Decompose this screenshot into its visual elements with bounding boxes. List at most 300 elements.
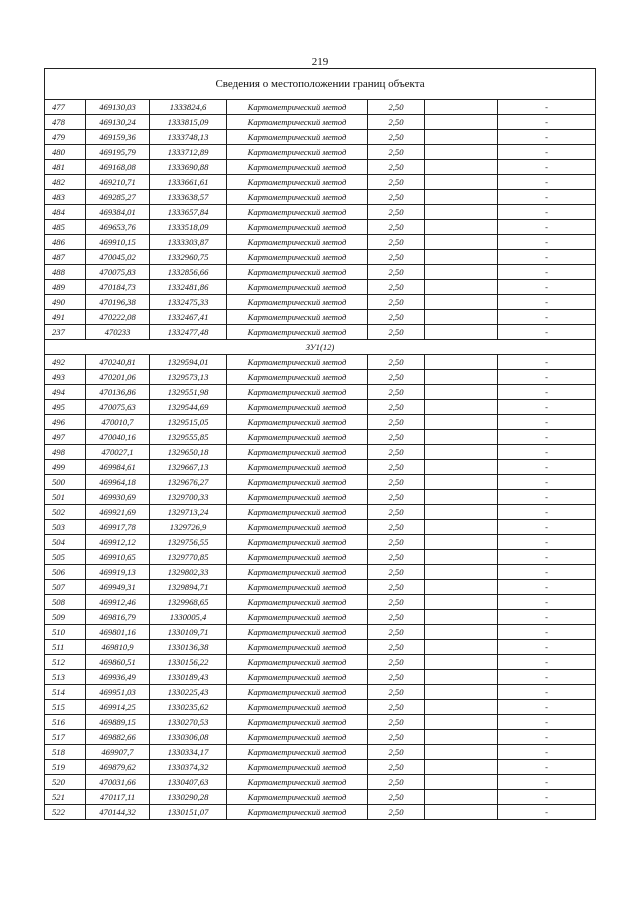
empty-cell: [425, 640, 498, 655]
y-coordinate-cell: 1333690,88: [150, 160, 227, 175]
point-number-cell: 505: [45, 550, 86, 565]
empty-cell: [425, 190, 498, 205]
accuracy-cell: 2,50: [368, 640, 425, 655]
y-coordinate-cell: 1329515,05: [150, 415, 227, 430]
x-coordinate-cell: 469921,69: [86, 505, 150, 520]
point-number-cell: 498: [45, 445, 86, 460]
method-cell: Картометрический метод: [227, 325, 368, 340]
y-coordinate-cell: 1330136,38: [150, 640, 227, 655]
accuracy-cell: 2,50: [368, 325, 425, 340]
accuracy-cell: 2,50: [368, 145, 425, 160]
note-cell: -: [498, 325, 596, 340]
accuracy-cell: 2,50: [368, 775, 425, 790]
empty-cell: [425, 625, 498, 640]
accuracy-cell: 2,50: [368, 475, 425, 490]
table-row: [45, 430, 596, 445]
point-number-cell: 495: [45, 400, 86, 415]
note-cell: -: [498, 235, 596, 250]
method-cell: Картометрический метод: [227, 295, 368, 310]
table-row: [45, 730, 596, 745]
empty-cell: [425, 430, 498, 445]
empty-cell: [425, 745, 498, 760]
empty-cell: [425, 415, 498, 430]
note-cell: -: [498, 205, 596, 220]
method-cell: Картометрический метод: [227, 535, 368, 550]
x-coordinate-cell: 469159,36: [86, 130, 150, 145]
y-coordinate-cell: 1329667,13: [150, 460, 227, 475]
note-cell: -: [498, 370, 596, 385]
accuracy-cell: 2,50: [368, 685, 425, 700]
table-row: [45, 160, 596, 175]
note-cell: -: [498, 190, 596, 205]
table-row: [45, 115, 596, 130]
x-coordinate-cell: 469917,78: [86, 520, 150, 535]
table-row: [45, 370, 596, 385]
note-cell: -: [498, 715, 596, 730]
table-row: [45, 130, 596, 145]
accuracy-cell: 2,50: [368, 160, 425, 175]
y-coordinate-cell: 1332481,86: [150, 280, 227, 295]
method-cell: Картометрический метод: [227, 670, 368, 685]
note-cell: -: [498, 745, 596, 760]
accuracy-cell: 2,50: [368, 295, 425, 310]
table-row: [45, 445, 596, 460]
note-cell: -: [498, 535, 596, 550]
method-cell: Картометрический метод: [227, 700, 368, 715]
empty-cell: [425, 130, 498, 145]
y-coordinate-cell: 1329676,27: [150, 475, 227, 490]
method-cell: Картометрический метод: [227, 355, 368, 370]
method-cell: Картометрический метод: [227, 130, 368, 145]
y-coordinate-cell: 1333657,84: [150, 205, 227, 220]
x-coordinate-cell: 469930,69: [86, 490, 150, 505]
accuracy-cell: 2,50: [368, 790, 425, 805]
note-cell: -: [498, 595, 596, 610]
accuracy-cell: 2,50: [368, 565, 425, 580]
method-cell: Картометрический метод: [227, 115, 368, 130]
point-number-cell: 482: [45, 175, 86, 190]
accuracy-cell: 2,50: [368, 760, 425, 775]
coordinates-sheet: [44, 68, 595, 820]
empty-cell: [425, 250, 498, 265]
table-row: [45, 460, 596, 475]
note-cell: -: [498, 670, 596, 685]
accuracy-cell: 2,50: [368, 280, 425, 295]
note-cell: -: [498, 115, 596, 130]
y-coordinate-cell: 1329544,69: [150, 400, 227, 415]
accuracy-cell: 2,50: [368, 430, 425, 445]
table-row: [45, 250, 596, 265]
x-coordinate-cell: 469882,66: [86, 730, 150, 745]
y-coordinate-cell: 1333824,6: [150, 100, 227, 115]
y-coordinate-cell: 1330235,62: [150, 700, 227, 715]
note-cell: -: [498, 310, 596, 325]
boundary-table: [44, 68, 596, 820]
empty-cell: [425, 790, 498, 805]
table-row: [45, 235, 596, 250]
table-row: [45, 640, 596, 655]
method-cell: Картометрический метод: [227, 775, 368, 790]
method-cell: Картометрический метод: [227, 460, 368, 475]
table-row: [45, 580, 596, 595]
point-number-cell: 520: [45, 775, 86, 790]
empty-cell: [425, 175, 498, 190]
point-number-cell: 513: [45, 670, 86, 685]
table-row: [45, 190, 596, 205]
x-coordinate-cell: 470136,86: [86, 385, 150, 400]
y-coordinate-cell: 1329894,71: [150, 580, 227, 595]
empty-cell: [425, 220, 498, 235]
point-number-cell: 499: [45, 460, 86, 475]
method-cell: Картометрический метод: [227, 610, 368, 625]
x-coordinate-cell: 469912,46: [86, 595, 150, 610]
empty-cell: [425, 355, 498, 370]
note-cell: -: [498, 550, 596, 565]
table-row: [45, 670, 596, 685]
note-cell: -: [498, 385, 596, 400]
x-coordinate-cell: 470031,66: [86, 775, 150, 790]
accuracy-cell: 2,50: [368, 595, 425, 610]
method-cell: Картометрический метод: [227, 760, 368, 775]
accuracy-cell: 2,50: [368, 250, 425, 265]
method-cell: Картометрический метод: [227, 715, 368, 730]
empty-cell: [425, 550, 498, 565]
table-row: [45, 265, 596, 280]
empty-cell: [425, 520, 498, 535]
x-coordinate-cell: 469168,08: [86, 160, 150, 175]
note-cell: -: [498, 280, 596, 295]
empty-cell: [425, 730, 498, 745]
point-number-cell: 517: [45, 730, 86, 745]
x-coordinate-cell: 469210,71: [86, 175, 150, 190]
y-coordinate-cell: 1329770,85: [150, 550, 227, 565]
empty-cell: [425, 205, 498, 220]
table-row: [45, 700, 596, 715]
method-cell: Картометрический метод: [227, 520, 368, 535]
x-coordinate-cell: 469653,76: [86, 220, 150, 235]
note-cell: -: [498, 145, 596, 160]
x-coordinate-cell: 470196,38: [86, 295, 150, 310]
x-coordinate-cell: 469949,31: [86, 580, 150, 595]
y-coordinate-cell: 1332960,75: [150, 250, 227, 265]
empty-cell: [425, 460, 498, 475]
note-cell: -: [498, 805, 596, 820]
accuracy-cell: 2,50: [368, 505, 425, 520]
accuracy-cell: 2,50: [368, 580, 425, 595]
point-number-cell: 493: [45, 370, 86, 385]
empty-cell: [425, 280, 498, 295]
point-number-cell: 519: [45, 760, 86, 775]
point-number-cell: 491: [45, 310, 86, 325]
accuracy-cell: 2,50: [368, 805, 425, 820]
table-row: [45, 625, 596, 640]
y-coordinate-cell: 1333518,09: [150, 220, 227, 235]
x-coordinate-cell: 469801,16: [86, 625, 150, 640]
method-cell: Картометрический метод: [227, 655, 368, 670]
y-coordinate-cell: 1330189,43: [150, 670, 227, 685]
accuracy-cell: 2,50: [368, 310, 425, 325]
empty-cell: [425, 115, 498, 130]
empty-cell: [425, 505, 498, 520]
x-coordinate-cell: 469860,51: [86, 655, 150, 670]
table-row: [45, 325, 596, 340]
y-coordinate-cell: 1333661,61: [150, 175, 227, 190]
point-number-cell: 492: [45, 355, 86, 370]
table-row: [45, 310, 596, 325]
accuracy-cell: 2,50: [368, 625, 425, 640]
y-coordinate-cell: 1333748,13: [150, 130, 227, 145]
x-coordinate-cell: 470222,08: [86, 310, 150, 325]
point-number-cell: 483: [45, 190, 86, 205]
x-coordinate-cell: 469919,13: [86, 565, 150, 580]
note-cell: -: [498, 655, 596, 670]
accuracy-cell: 2,50: [368, 370, 425, 385]
empty-cell: [425, 100, 498, 115]
point-number-cell: 489: [45, 280, 86, 295]
table-row: [45, 535, 596, 550]
table-row: [45, 490, 596, 505]
accuracy-cell: 2,50: [368, 190, 425, 205]
accuracy-cell: 2,50: [368, 205, 425, 220]
empty-cell: [425, 490, 498, 505]
point-number-cell: 497: [45, 430, 86, 445]
x-coordinate-cell: 470010,7: [86, 415, 150, 430]
point-number-cell: 488: [45, 265, 86, 280]
point-number-cell: 481: [45, 160, 86, 175]
point-number-cell: 237: [45, 325, 86, 340]
accuracy-cell: 2,50: [368, 235, 425, 250]
x-coordinate-cell: 469816,79: [86, 610, 150, 625]
accuracy-cell: 2,50: [368, 130, 425, 145]
x-coordinate-cell: 470045,02: [86, 250, 150, 265]
table-row: [45, 355, 596, 370]
table-row: [45, 565, 596, 580]
note-cell: -: [498, 520, 596, 535]
note-cell: -: [498, 430, 596, 445]
accuracy-cell: 2,50: [368, 670, 425, 685]
y-coordinate-cell: 1329756,55: [150, 535, 227, 550]
note-cell: -: [498, 565, 596, 580]
y-coordinate-cell: 1329700,33: [150, 490, 227, 505]
y-coordinate-cell: 1330374,32: [150, 760, 227, 775]
table-row: [45, 685, 596, 700]
x-coordinate-cell: 470233: [86, 325, 150, 340]
note-cell: -: [498, 160, 596, 175]
x-coordinate-cell: 469914,25: [86, 700, 150, 715]
x-coordinate-cell: 469285,27: [86, 190, 150, 205]
x-coordinate-cell: 469912,12: [86, 535, 150, 550]
note-cell: -: [498, 700, 596, 715]
point-number-cell: 485: [45, 220, 86, 235]
empty-cell: [425, 145, 498, 160]
method-cell: Картометрический метод: [227, 175, 368, 190]
x-coordinate-cell: 470240,81: [86, 355, 150, 370]
x-coordinate-cell: 470075,83: [86, 265, 150, 280]
method-cell: Картометрический метод: [227, 145, 368, 160]
accuracy-cell: 2,50: [368, 400, 425, 415]
note-cell: -: [498, 355, 596, 370]
y-coordinate-cell: 1330407,63: [150, 775, 227, 790]
point-number-cell: 480: [45, 145, 86, 160]
accuracy-cell: 2,50: [368, 745, 425, 760]
y-coordinate-cell: 1330306,08: [150, 730, 227, 745]
method-cell: Картометрический метод: [227, 430, 368, 445]
method-cell: Картометрический метод: [227, 790, 368, 805]
empty-cell: [425, 385, 498, 400]
method-cell: Картометрический метод: [227, 565, 368, 580]
table-row: [45, 505, 596, 520]
y-coordinate-cell: 1333815,09: [150, 115, 227, 130]
point-number-cell: 522: [45, 805, 86, 820]
method-cell: Картометрический метод: [227, 415, 368, 430]
x-coordinate-cell: 469951,03: [86, 685, 150, 700]
empty-cell: [425, 160, 498, 175]
point-number-cell: 486: [45, 235, 86, 250]
method-cell: Картометрический метод: [227, 400, 368, 415]
table-row: [45, 220, 596, 235]
x-coordinate-cell: 470144,32: [86, 805, 150, 820]
y-coordinate-cell: 1330225,43: [150, 685, 227, 700]
method-cell: Картометрический метод: [227, 475, 368, 490]
table-row: [45, 775, 596, 790]
y-coordinate-cell: 1330270,53: [150, 715, 227, 730]
point-number-cell: 487: [45, 250, 86, 265]
table-row: [45, 655, 596, 670]
point-number-cell: 502: [45, 505, 86, 520]
point-number-cell: 507: [45, 580, 86, 595]
point-number-cell: 504: [45, 535, 86, 550]
y-coordinate-cell: 1332467,41: [150, 310, 227, 325]
y-coordinate-cell: 1329573,13: [150, 370, 227, 385]
y-coordinate-cell: 1329726,9: [150, 520, 227, 535]
method-cell: Картометрический метод: [227, 730, 368, 745]
y-coordinate-cell: 1329968,65: [150, 595, 227, 610]
note-cell: -: [498, 175, 596, 190]
point-number-cell: 515: [45, 700, 86, 715]
table-row: [45, 595, 596, 610]
x-coordinate-cell: 470027,1: [86, 445, 150, 460]
table-row: [45, 145, 596, 160]
method-cell: Картометрический метод: [227, 445, 368, 460]
x-coordinate-cell: 469910,65: [86, 550, 150, 565]
x-coordinate-cell: 469964,18: [86, 475, 150, 490]
accuracy-cell: 2,50: [368, 610, 425, 625]
note-cell: -: [498, 460, 596, 475]
table-row: [45, 475, 596, 490]
x-coordinate-cell: 469907,7: [86, 745, 150, 760]
method-cell: Картометрический метод: [227, 625, 368, 640]
note-cell: -: [498, 760, 596, 775]
empty-cell: [425, 595, 498, 610]
point-number-cell: 514: [45, 685, 86, 700]
y-coordinate-cell: 1330156,22: [150, 655, 227, 670]
accuracy-cell: 2,50: [368, 460, 425, 475]
method-cell: Картометрический метод: [227, 745, 368, 760]
note-cell: -: [498, 475, 596, 490]
x-coordinate-cell: 469810,9: [86, 640, 150, 655]
note-cell: -: [498, 505, 596, 520]
point-number-cell: 506: [45, 565, 86, 580]
note-cell: -: [498, 400, 596, 415]
page-number: 219: [311, 56, 329, 68]
note-cell: -: [498, 640, 596, 655]
y-coordinate-cell: 1329713,24: [150, 505, 227, 520]
empty-cell: [425, 310, 498, 325]
accuracy-cell: 2,50: [368, 445, 425, 460]
point-number-cell: 510: [45, 625, 86, 640]
method-cell: Картометрический метод: [227, 595, 368, 610]
method-cell: Картометрический метод: [227, 580, 368, 595]
point-number-cell: 496: [45, 415, 86, 430]
point-number-cell: 484: [45, 205, 86, 220]
method-cell: Картометрический метод: [227, 190, 368, 205]
accuracy-cell: 2,50: [368, 715, 425, 730]
y-coordinate-cell: 1332856,66: [150, 265, 227, 280]
group-label-row: [45, 340, 596, 355]
accuracy-cell: 2,50: [368, 175, 425, 190]
note-cell: -: [498, 610, 596, 625]
method-cell: Картометрический метод: [227, 205, 368, 220]
method-cell: Картометрический метод: [227, 385, 368, 400]
empty-cell: [425, 760, 498, 775]
method-cell: Картометрический метод: [227, 220, 368, 235]
method-cell: Картометрический метод: [227, 640, 368, 655]
accuracy-cell: 2,50: [368, 385, 425, 400]
note-cell: -: [498, 580, 596, 595]
empty-cell: [425, 565, 498, 580]
section-title-row: [45, 69, 596, 100]
x-coordinate-cell: 469984,61: [86, 460, 150, 475]
y-coordinate-cell: 1332477,48: [150, 325, 227, 340]
empty-cell: [425, 700, 498, 715]
y-coordinate-cell: 1333303,87: [150, 235, 227, 250]
empty-cell: [425, 655, 498, 670]
note-cell: -: [498, 415, 596, 430]
table-row: [45, 520, 596, 535]
note-cell: -: [498, 730, 596, 745]
x-coordinate-cell: 470040,16: [86, 430, 150, 445]
note-cell: -: [498, 130, 596, 145]
x-coordinate-cell: 469195,79: [86, 145, 150, 160]
accuracy-cell: 2,50: [368, 265, 425, 280]
empty-cell: [425, 775, 498, 790]
y-coordinate-cell: 1330334,17: [150, 745, 227, 760]
accuracy-cell: 2,50: [368, 700, 425, 715]
note-cell: -: [498, 790, 596, 805]
empty-cell: [425, 400, 498, 415]
x-coordinate-cell: 469879,62: [86, 760, 150, 775]
method-cell: Картометрический метод: [227, 550, 368, 565]
note-cell: -: [498, 445, 596, 460]
point-number-cell: 518: [45, 745, 86, 760]
point-number-cell: 479: [45, 130, 86, 145]
accuracy-cell: 2,50: [368, 100, 425, 115]
point-number-cell: 490: [45, 295, 86, 310]
y-coordinate-cell: 1332475,33: [150, 295, 227, 310]
y-coordinate-cell: 1329551,98: [150, 385, 227, 400]
accuracy-cell: 2,50: [368, 115, 425, 130]
point-number-cell: 503: [45, 520, 86, 535]
note-cell: -: [498, 490, 596, 505]
empty-cell: [425, 235, 498, 250]
x-coordinate-cell: 470075,63: [86, 400, 150, 415]
point-number-cell: 508: [45, 595, 86, 610]
table-row: [45, 100, 596, 115]
method-cell: Картометрический метод: [227, 505, 368, 520]
table-row: [45, 550, 596, 565]
point-number-cell: 501: [45, 490, 86, 505]
empty-cell: [425, 370, 498, 385]
